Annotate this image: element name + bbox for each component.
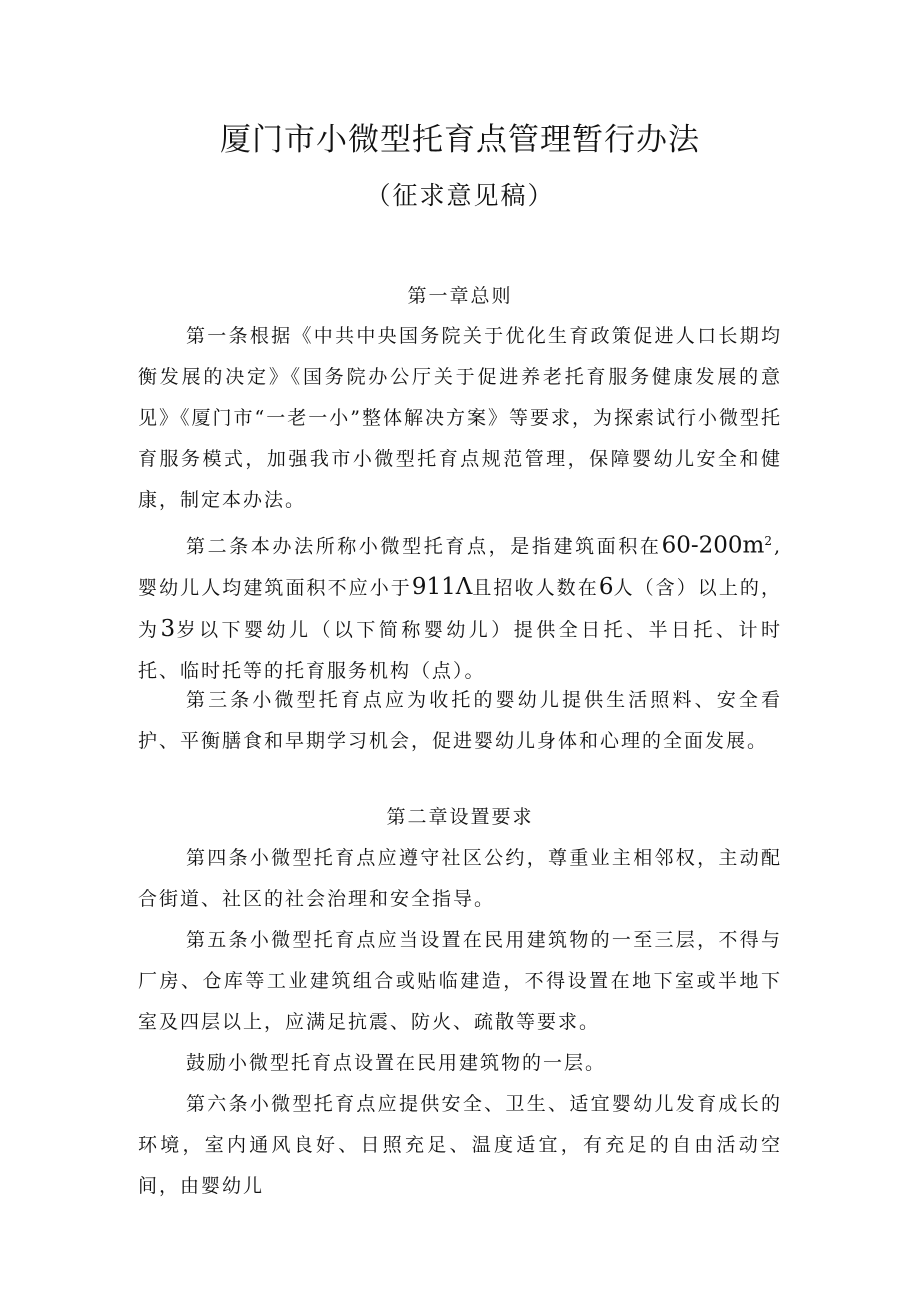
article-2-count: 6: [598, 574, 614, 601]
article-2-per-child: 911Λ: [411, 574, 473, 601]
chapter-1-heading: 第一章总则: [407, 285, 513, 307]
article-1: 第一条根据《中共中央国务院关于优化生育政策促进人口长期均衡发展的决定》《国务院办公厅关于促进养老托育服务健康发展的意见》《厦门市“一老一小”整体解决方案》等要求，为探索试行小微型托育服务模式，加强我市小微型托育点规范管理，保障婴幼儿安全和健康，制定本办法。: [138, 325, 782, 511]
article-6: 第六条小微型托育点应提供安全、卫生、适宜婴幼儿发育成长的环境，室内通风良好、日照充足、温度适宜，有充足的自由活动空间，由婴幼儿: [138, 1093, 782, 1197]
article-2: [138, 521, 782, 692]
document-title: 厦门市小微型托育点管理暂行办法: [220, 122, 700, 158]
article-2-text-5: 岁以下婴幼儿（以下简称婴幼儿）提供全日托、半日托、计时托、临时托等的托育服务机构（点）。: [138, 619, 782, 683]
article-4: 第四条小微型托育点应遵守社区公约，尊重业主相邻权，主动配合街道、社区的社会治理和安全指导。: [138, 847, 782, 910]
article-2-text-3: 且招收人数在: [472, 577, 599, 600]
article-2-age: 3: [160, 616, 176, 643]
document-subtitle: （征求意见稿）: [365, 181, 555, 210]
article-2-text-2: ,婴幼儿人均建筑面积不应小于: [138, 535, 782, 600]
chapter-2-heading: 第二章设置要求: [386, 806, 534, 828]
article-2-area: 60-200m: [661, 532, 765, 559]
article-3: 第三条小微型托育点应为收托的婴幼儿提供生活照料、安全看护、平衡膳食和早期学习机会，促进婴幼儿身体和心理的全面发展。: [138, 689, 782, 752]
article-5: 第五条小微型托育点应当设置在民用建筑物的一至三层，不得与厂房、仓库等工业建筑组合或贴临建造，不得设置在地下室或半地下室及四层以上，应满足抗震、防火、疏散等要求。: [138, 929, 782, 1033]
article-2-text-4: 人（含）以上的，为: [138, 577, 782, 642]
article-5-note: 鼓励小微型托育点设置在民用建筑物的一层。: [186, 1052, 607, 1074]
article-2-area-sup: 2: [764, 534, 774, 548]
article-2-text-1: 第二条本办法所称小微型托育点，是指建筑面积在: [186, 535, 662, 558]
